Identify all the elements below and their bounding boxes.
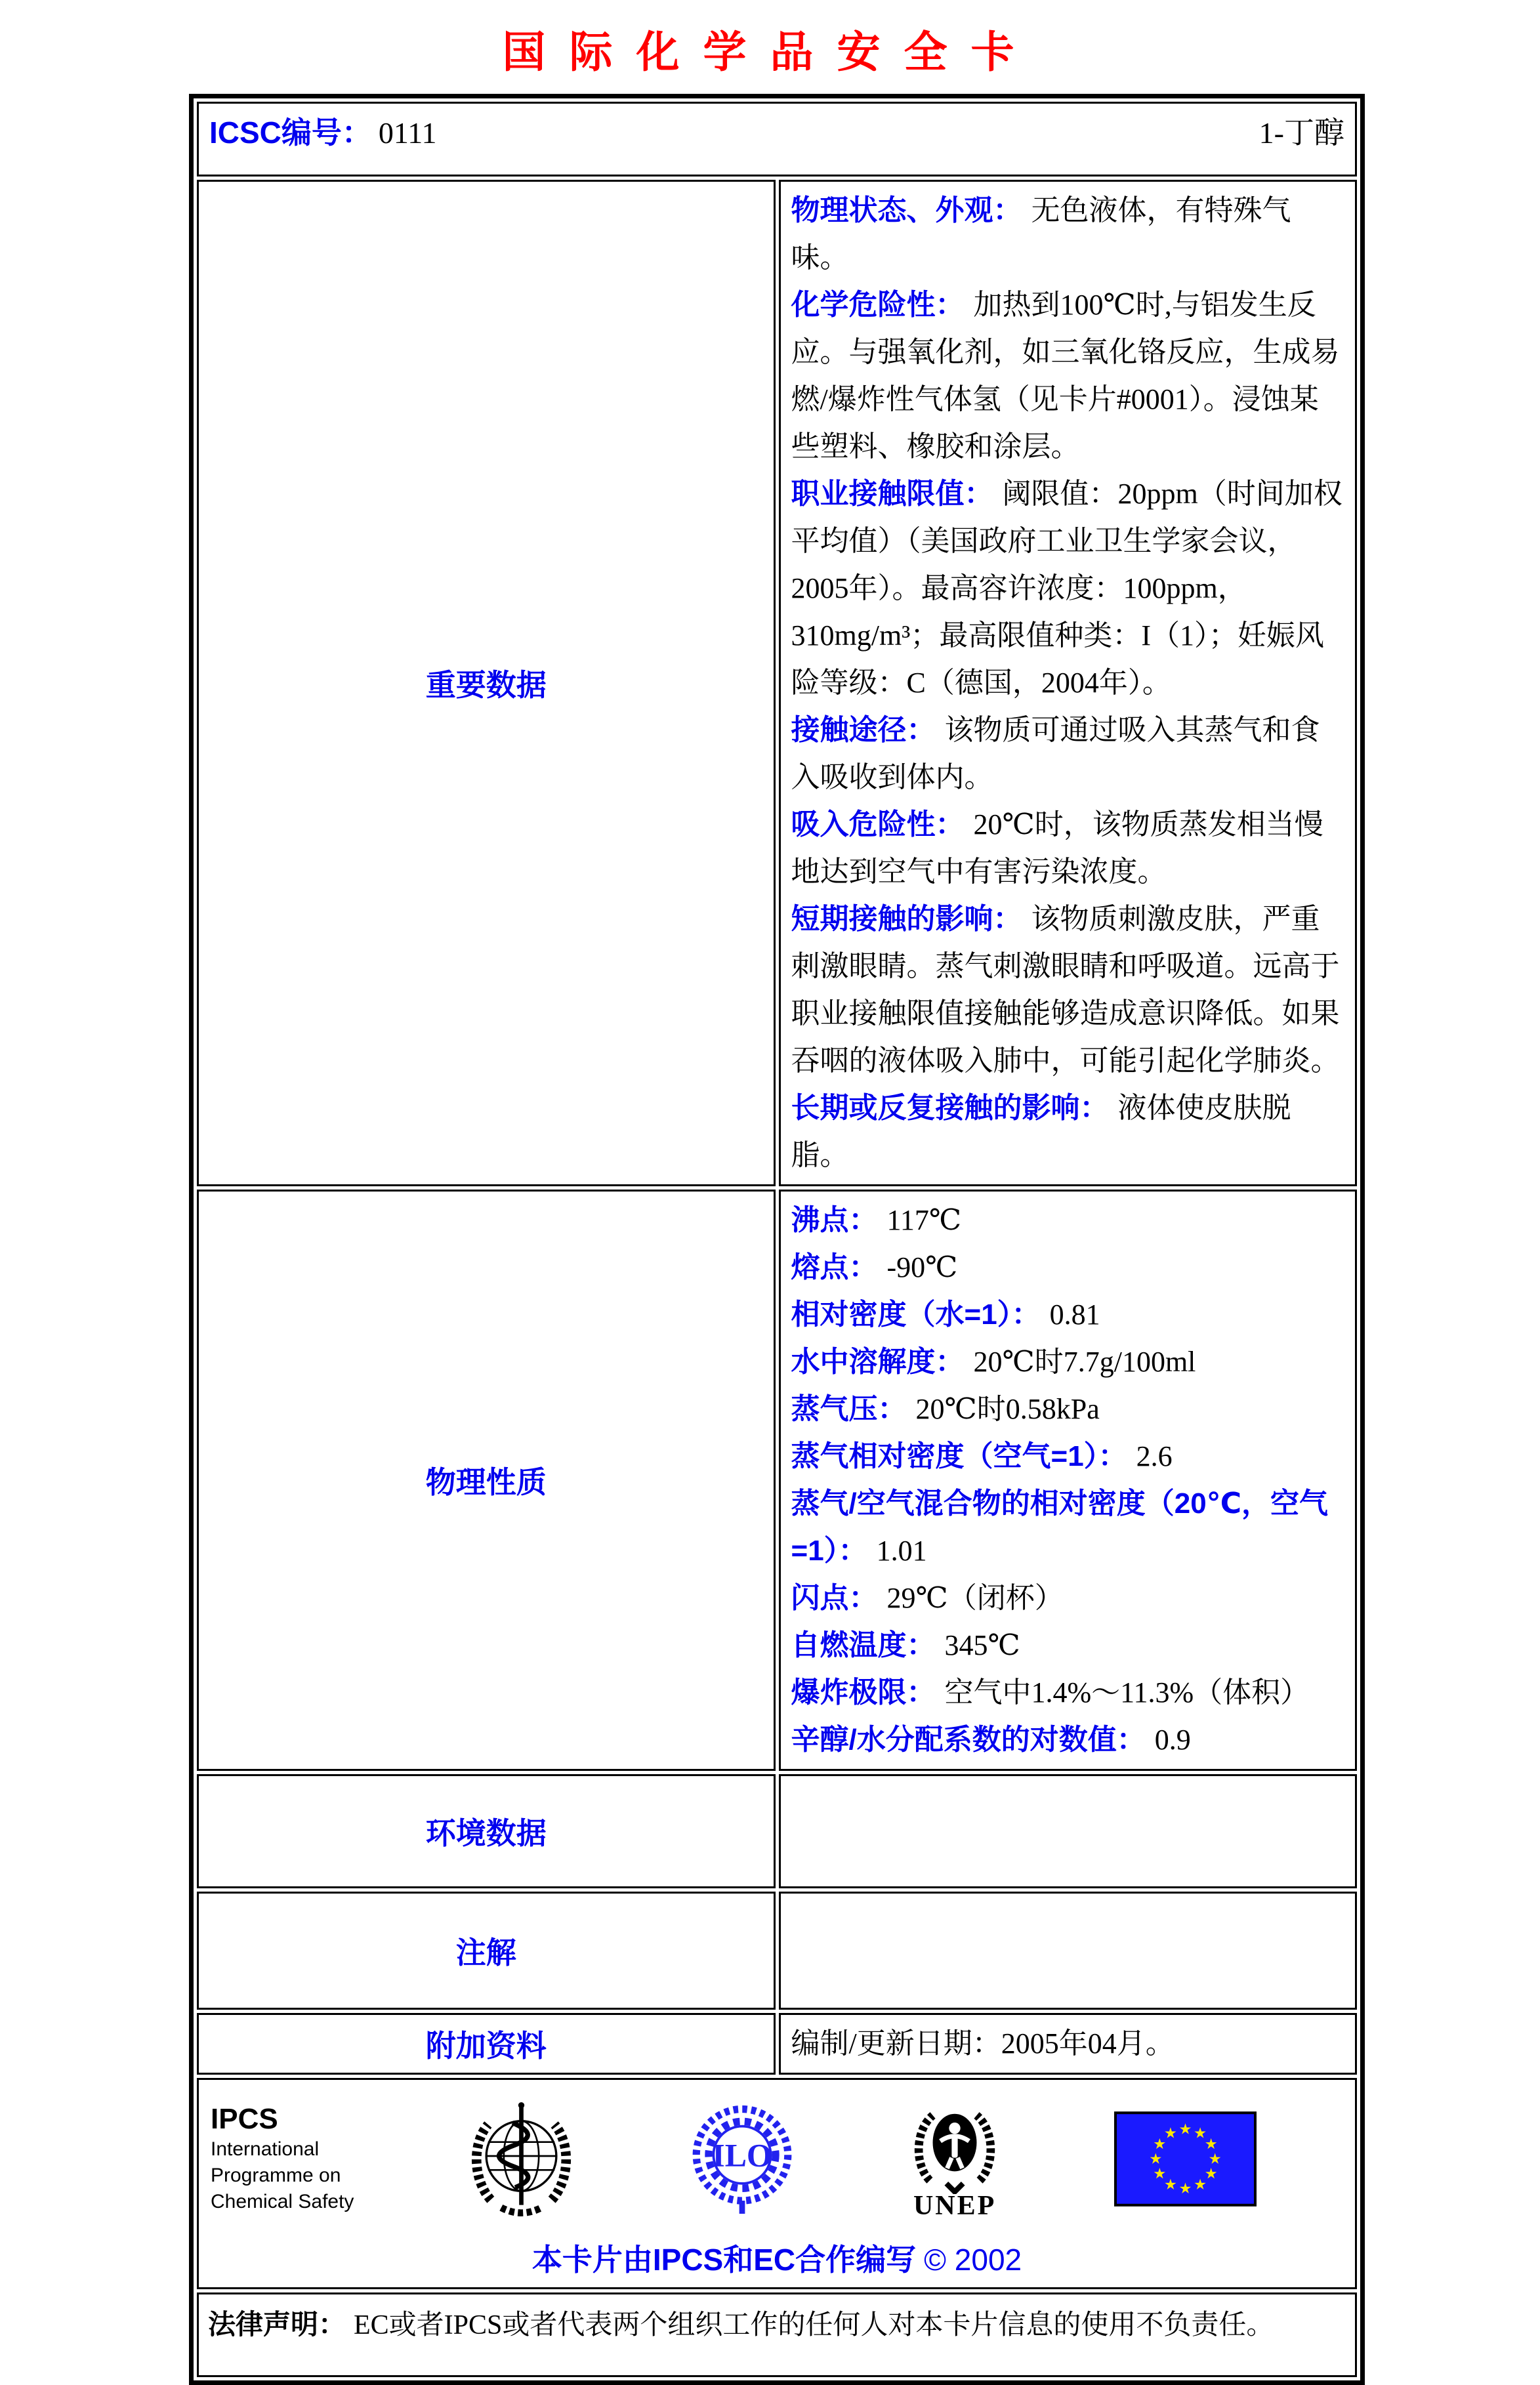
ipcs-acronym: IPCS: [211, 2103, 278, 2135]
data-item: [791, 1669, 1345, 1716]
svg-text:ILO: ILO: [712, 2137, 772, 2174]
data-item-label: 蒸气压：: [791, 1393, 907, 1425]
data-item: [791, 1386, 1345, 1433]
who-logo-icon: [464, 2093, 579, 2224]
data-item: [791, 1575, 1345, 1622]
data-item-value: 空气中1.4%～11.3%（体积）: [944, 1676, 1310, 1709]
eu-flag-icon: [1114, 2111, 1257, 2207]
data-item-value: 117℃: [886, 1204, 962, 1236]
section-label-important-data: 重要数据: [197, 180, 776, 1186]
data-item-value: 345℃: [944, 1629, 1020, 1661]
data-item-label: 化学危险性：: [791, 289, 965, 321]
ipcs-line: Chemical Safety: [211, 2191, 354, 2212]
data-item-label: 职业接触限值：: [791, 478, 993, 510]
data-item-value: 加热到100℃时,与铝发生反应。与强氧化剂，如三氧化铬反应，生成易燃/爆炸性气体氢（见卡片#0001）。浸蚀某些塑料、橡胶和涂层。: [791, 289, 1340, 463]
ipcs-text-block: [211, 2102, 354, 2215]
ilo-logo-icon: [689, 2098, 795, 2220]
section-row-additional-info: [197, 2013, 1357, 2075]
data-item: [791, 1197, 1345, 1244]
data-item-value: 0.81: [1049, 1298, 1100, 1331]
data-item: [791, 470, 1345, 707]
data-item-label: 辛醇/水分配系数的对数值：: [791, 1724, 1146, 1756]
data-item-value: 阈限值：20ppm（时间加权平均值）（美国政府工业卫生学家会议，2005年）。最高容许浓度：100ppm，310mg/m³；最高限值种类：I（1）；妊娠风险等级：C（德国，2004年）。: [791, 478, 1342, 699]
data-item-value: 液体使皮肤脱脂。: [791, 1092, 1291, 1171]
data-item-label: 短期接触的影响：: [791, 903, 1022, 935]
unep-caption: UNEP: [913, 2191, 997, 2221]
data-item-label: 相对密度（水=1）：: [791, 1298, 1041, 1331]
section-label-physical-properties: 物理性质: [197, 1190, 776, 1771]
data-item: [791, 1291, 1345, 1338]
data-item-value: 20℃时0.58kPa: [915, 1393, 1100, 1425]
data-item: [791, 2020, 1345, 2067]
section-label-notes: 注解: [197, 1892, 776, 2010]
data-item: [791, 1085, 1345, 1179]
credit-line: [199, 2236, 1355, 2279]
page-title: 国际化学品安全卡: [502, 29, 1038, 77]
data-item-label: 水中溶解度：: [791, 1346, 965, 1378]
unep-logo-icon: [905, 2096, 1004, 2194]
ipcs-line: International: [211, 2138, 320, 2160]
icsc-card-table: [189, 94, 1365, 2385]
section-content-physical-properties: [779, 1190, 1358, 1771]
credit-text: 本卡片由IPCS和EC合作编写: [531, 2243, 917, 2277]
data-item-value: 编制/更新日期：2005年04月。: [791, 2027, 1175, 2060]
data-item-label: 爆炸极限：: [791, 1676, 936, 1709]
data-item-value: 无色液体，有特殊气味。: [791, 194, 1291, 274]
logos-row: [197, 2078, 1357, 2289]
data-item: [791, 1716, 1345, 1764]
chemical-name: 1-丁醇: [1259, 116, 1344, 150]
data-item-value: 1.01: [876, 1535, 927, 1567]
section-content-important-data: [779, 180, 1358, 1186]
section-row-important-data: [197, 180, 1357, 1186]
data-item: [791, 1338, 1345, 1386]
data-item-label: 自燃温度：: [791, 1629, 936, 1661]
data-item: [791, 187, 1345, 281]
data-item: [791, 896, 1345, 1085]
icsc-document-page: [0, 17, 1540, 2340]
header-row: [197, 102, 1357, 176]
data-item-value: 20℃时，该物质蒸发相当慢地达到空气中有害污染浓度。: [791, 808, 1323, 888]
data-item-label: 吸入危险性：: [791, 808, 965, 840]
data-item: [791, 1433, 1345, 1480]
section-content-notes: [779, 1892, 1358, 2010]
data-item-label: 蒸气相对密度（空气=1）：: [791, 1440, 1127, 1472]
ipcs-line: Programme on: [211, 2165, 341, 2186]
data-item-value: 29℃（闭杯）: [886, 1582, 1064, 1614]
section-row-environmental-data: [197, 1774, 1357, 1888]
data-item: [791, 1622, 1345, 1669]
data-item: [791, 1244, 1345, 1291]
legal-text: EC或者IPCS或者代表两个组织工作的任何人对本卡片信息的使用不负责任。: [354, 2310, 1274, 2340]
data-item: [791, 707, 1345, 801]
data-item: [791, 801, 1345, 896]
section-content-additional-info: [779, 2013, 1358, 2075]
icsc-number-group: [209, 109, 437, 152]
data-item-label: 闪点：: [791, 1582, 878, 1614]
section-row-physical-properties: [197, 1190, 1357, 1771]
data-item-value: 该物质刺激皮肤，严重刺激眼睛。蒸气刺激眼睛和呼吸道。远高于职业接触限值接触能够造成意识降低。如果吞咽的液体吸入肺中，可能引起化学肺炎。: [791, 903, 1340, 1077]
section-content-environmental-data: [779, 1774, 1358, 1888]
section-row-notes: [197, 1892, 1357, 2010]
data-item: [791, 1480, 1345, 1575]
section-label-additional-info: 附加资料: [197, 2013, 776, 2075]
copyright-text: © 2002: [924, 2243, 1022, 2277]
icsc-number-label: ICSC编号：: [209, 115, 372, 150]
data-item-value: 20℃时7.7g/100ml: [973, 1346, 1196, 1378]
data-item-label: 接触途径：: [791, 714, 936, 746]
icsc-number-value: 0111: [378, 116, 437, 150]
data-item-label: 蒸气/空气混合物的相对密度（20℃，空气=1）：: [791, 1487, 1328, 1567]
legal-label: 法律声明：: [208, 2309, 346, 2340]
data-item-label: 长期或反复接触的影响：: [791, 1092, 1109, 1124]
data-item-value: 0.9: [1154, 1724, 1191, 1756]
data-item-value: -90℃: [886, 1251, 958, 1283]
data-item-label: 沸点：: [791, 1204, 878, 1236]
data-item-value: 该物质可通过吸入其蒸气和食入吸收到体内。: [791, 714, 1320, 793]
data-item: [791, 281, 1345, 470]
data-item-label: 熔点：: [791, 1251, 878, 1283]
unep-logo-block: [905, 2096, 1004, 2222]
data-item-value: 2.6: [1136, 1440, 1173, 1472]
section-label-environmental-data: 环境数据: [197, 1774, 776, 1888]
legal-row: [197, 2292, 1357, 2377]
data-item-label: 物理状态、外观：: [791, 194, 1022, 226]
